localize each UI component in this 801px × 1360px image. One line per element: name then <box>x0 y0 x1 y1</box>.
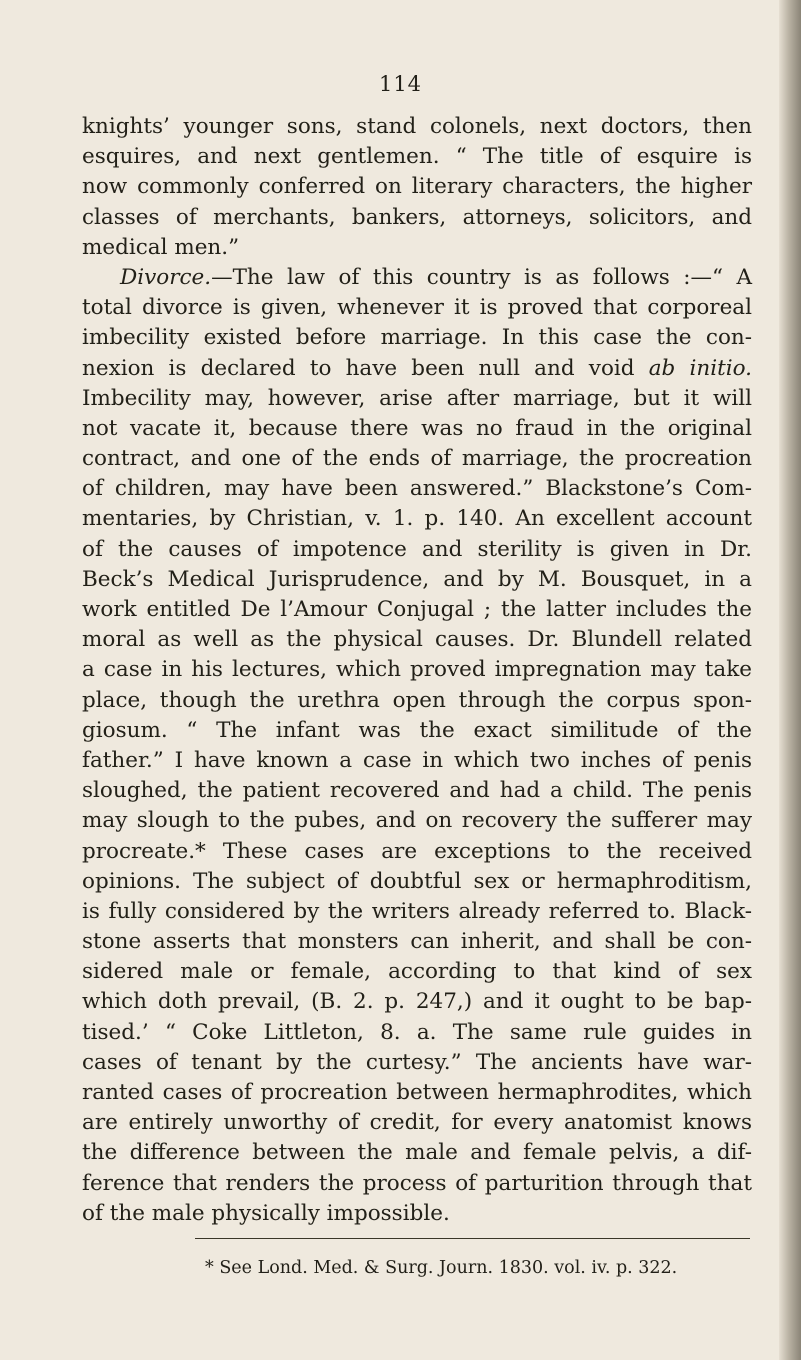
body-text <box>82 112 752 1229</box>
text-line: are entirely unworthy of credit, for every anatomist knows <box>82 1110 752 1136</box>
divorce-heading-rest: —The law of this country is as follows :—“ A <box>211 264 752 290</box>
text-line: of the male physically impossible. <box>82 1200 450 1226</box>
text-line: tised.’ “ Coke Littleton, 8. a. The same rule guides in <box>82 1019 752 1045</box>
text-line: is fully considered by the writers already referred to. Black- <box>82 898 752 924</box>
text-line: which doth prevail, (B. 2. p. 247,) and it ought to be bap- <box>82 989 752 1015</box>
text-line: ference that renders the process of parturition through that <box>82 1170 752 1196</box>
divorce-heading: Divorce. <box>120 264 212 290</box>
text-line: nexion is declared to have been null and void <box>82 355 649 381</box>
footnote-divider <box>195 1238 750 1239</box>
text-line: stone asserts that monsters can inherit, and shall be con- <box>82 929 752 955</box>
text-line: imbecility existed before marriage. In this case the con- <box>82 325 752 351</box>
text-line: may slough to the pubes, and on recovery the sufferer may <box>82 808 752 834</box>
text-line: procreate.* These cases are exceptions to the received <box>82 838 752 864</box>
text-line: Beck’s Medical Jurisprudence, and by M. Bousquet, in a <box>82 566 752 592</box>
text-line: sloughed, the patient recovered and had a child. The penis <box>82 778 752 804</box>
text-line: not vacate it, because there was no fraud in the original <box>82 415 752 441</box>
page-edge-shadow <box>779 0 801 1360</box>
ab-initio-phrase: ab initio. <box>648 355 753 381</box>
text-line: father.” I have known a case in which two inches of penis <box>82 747 752 773</box>
text-line: the difference between the male and female pelvis, a dif- <box>82 1140 752 1166</box>
text-line: classes of merchants, bankers, attorneys, solicitors, and <box>82 204 752 230</box>
text-line: ranted cases of procreation between hermaphrodites, which <box>82 1080 752 1105</box>
text-line: total divorce is given, whenever it is proved that corporeal <box>82 295 752 321</box>
text-line: of children, may have been answered.” Blackstone’s Com- <box>82 476 752 502</box>
text-line: a case in his lectures, which proved impregnation may take <box>82 657 752 683</box>
text-line: opinions. The subject of doubtful sex or hermaphroditism, <box>82 868 752 894</box>
text-line: Imbecility may, however, arise after marriage, but it will <box>82 385 752 411</box>
text-line: medical men.” <box>82 234 240 260</box>
text-line: of the causes of impotence and sterility is given in Dr. <box>82 536 752 562</box>
page-number: 114 <box>378 72 423 96</box>
text-line: contract, and one of the ends of marriage, the procreation <box>82 446 752 472</box>
divorce-paragraph-start <box>82 263 752 293</box>
text-line: mentaries, by Christian, v. 1. p. 140. An excellent account <box>82 506 752 532</box>
text-line: work entitled De l’Amour Conjugal ; the latter includes the <box>82 597 752 622</box>
text-line: moral as well as the physical causes. Dr. Blundell related <box>82 627 752 653</box>
text-line: cases of tenant by the curtesy.” The ancients have war- <box>82 1049 752 1075</box>
footnote: * See Lond. Med. & Surg. Journ. 1830. vol. iv. p. 322. <box>205 1258 678 1278</box>
text-line: now commonly conferred on literary characters, the higher <box>82 174 752 200</box>
text-line: giosum. “ The infant was the exact similitude of the <box>82 717 752 743</box>
text-line: sidered male or female, according to that kind of sex <box>82 959 752 985</box>
text-line: knights’ younger sons, stand colonels, next doctors, then <box>82 114 752 139</box>
ab-initio-line <box>82 354 752 384</box>
text-line: place, though the urethra open through the corpus spon- <box>82 687 752 713</box>
text-line: esquires, and next gentlemen. “ The title of esquire is <box>82 144 752 170</box>
